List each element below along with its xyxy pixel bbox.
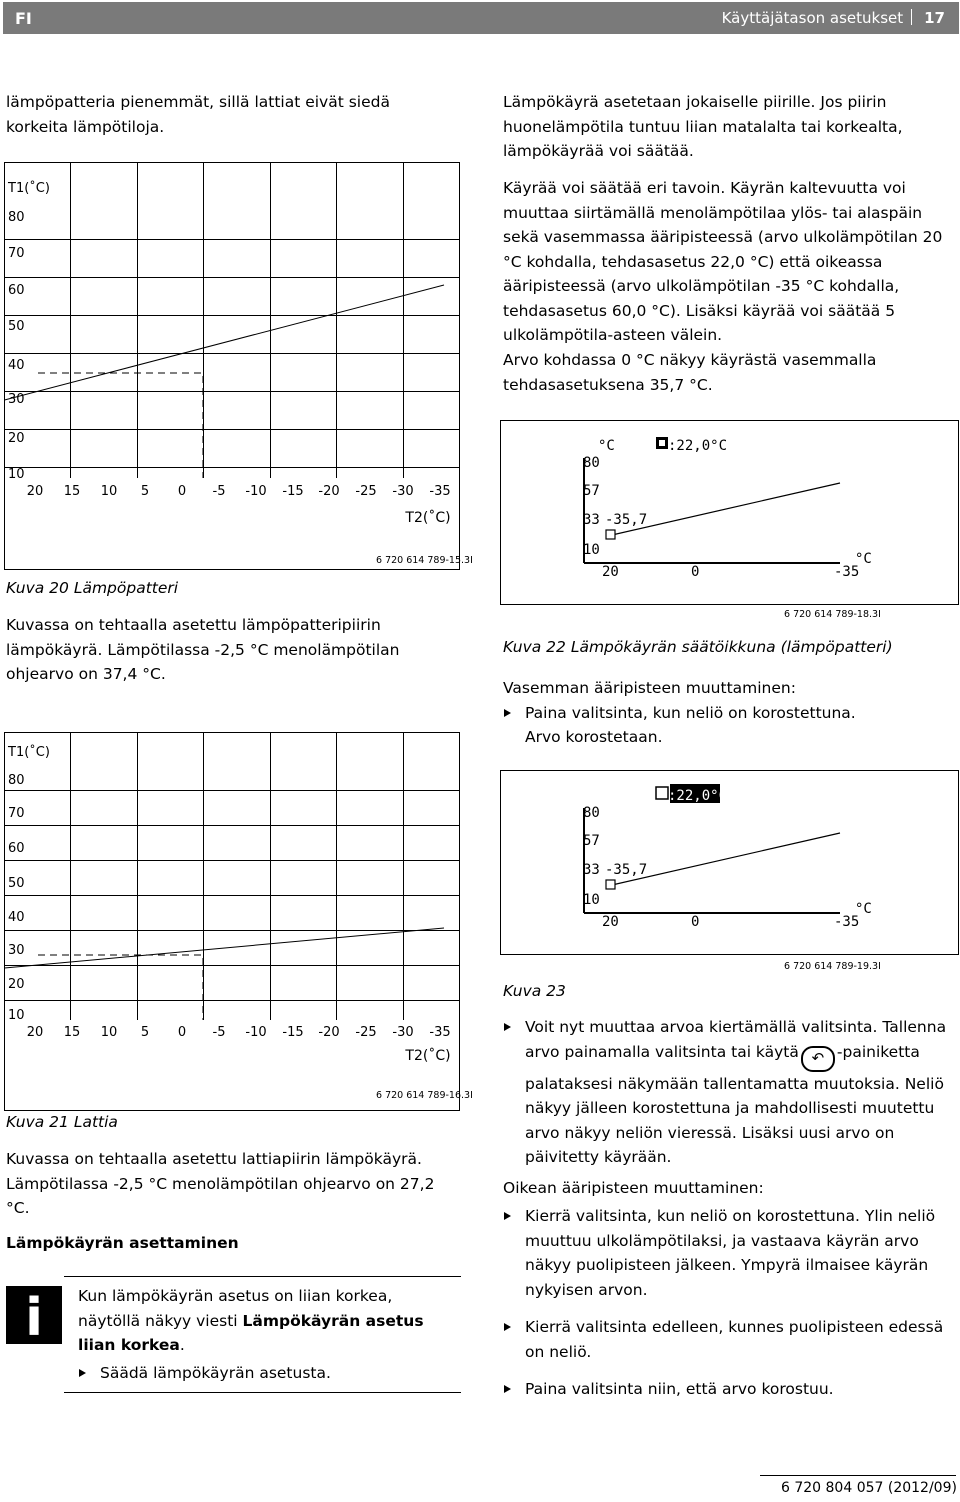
chart-frame (5, 733, 460, 1111)
language-code: FI (15, 9, 32, 28)
x-tick: 15 (63, 1025, 81, 1040)
step-bullet: Paina valitsinta, kun neliö on korostettuna. (503, 701, 943, 726)
y-tick: 80 (8, 773, 25, 788)
left-point-edit-label: Vasemman ääripisteen muuttaminen: (503, 679, 796, 697)
lcd-x-35: -35 (834, 914, 860, 930)
y-tick: 70 (8, 806, 25, 821)
step-bullet (503, 1015, 953, 1170)
y-axis-labels (7, 744, 50, 1023)
lcd-y-57: 57 (583, 833, 600, 849)
x-tick: 0 (177, 484, 187, 499)
y-tick: 10 (8, 467, 25, 482)
header-title-group (722, 9, 945, 27)
step-result: Arvo korostetaan. (525, 728, 663, 746)
info-icon (6, 1286, 62, 1344)
y-tick: 80 (8, 210, 25, 225)
x-tick: -10 (245, 1025, 267, 1040)
figure-22-caption: Kuva 22 Lämpökäyrän säätöikkuna (lämpöpatteri) (503, 638, 893, 656)
x-tick: -5 (212, 484, 226, 499)
note-text-before: Kun lämpökäyrän asetus on liian korkea, näytöllä näkyy viesti (78, 1287, 393, 1330)
lcd-curve-marker (606, 880, 615, 889)
lcd-y-33: 33 (583, 512, 600, 528)
y-tick: 30 (8, 392, 25, 407)
x-tick: 10 (100, 484, 118, 499)
x-tick: -20 (318, 484, 340, 499)
note-bullet-list (78, 1361, 448, 1386)
value-edit-steps (503, 1015, 953, 1170)
lcd-y-10: 10 (583, 892, 600, 908)
y-tick: 40 (8, 358, 25, 373)
figure-21-floor-chart (0, 730, 462, 1115)
lcd-y-33: 33 (583, 862, 600, 878)
lcd-x-unit: °C (855, 551, 872, 567)
step-bullet: Paina valitsinta niin, että arvo korostuu. (503, 1377, 953, 1402)
x-tick: -15 (282, 1025, 304, 1040)
y-axis-labels (7, 180, 50, 482)
curve-intro-paragraph: Lämpökäyrä asetetaan jokaiselle piirille. Jos piirin huonelämpötila tuntuu liian matalalta tai korkealta, lämpökäyrää voi säätää. (503, 93, 903, 160)
step-bullet: Kierrä valitsinta edelleen, kunnes puolipisteen edessä on neliö. (503, 1315, 953, 1364)
step-text-after: -painiketta palataksesi näkymään tallentamatta muutoksia. Neliö näkyy jälleen korostettuna ja mahdollisesti muutettu arvo näkyy neliön vieressä. Lisäksi uusi arvo on päivitetty käyrään. (525, 1042, 944, 1166)
figure-21-caption: Kuva 21 Lattia (6, 1113, 118, 1131)
figure-23-caption: Kuva 23 (503, 982, 566, 1000)
lcd-value: :22,0°C (668, 788, 728, 804)
x-tick: -35 (429, 1025, 451, 1040)
reference-dashed-line (38, 373, 203, 478)
y-tick: 60 (8, 283, 25, 298)
lcd-curve-line (612, 833, 840, 885)
x-tick: -10 (245, 484, 267, 499)
y-tick: 50 (8, 876, 25, 891)
y-axis-label: T1(˚C) (8, 745, 50, 760)
y-tick: 20 (8, 977, 25, 992)
y-tick: 10 (8, 1008, 25, 1023)
section-title: Käyttäjätason asetukset (721, 9, 904, 27)
curve-zero-point-paragraph: Arvo kohdassa 0 °C näkyy käyrästä vasemmalla tehdasasetuksena 35,7 °C. (503, 351, 877, 394)
lcd-x-20: 20 (602, 564, 619, 580)
x-axis-label: T2(˚C) (405, 1048, 451, 1064)
x-tick: 5 (140, 1025, 150, 1040)
footer-rule (760, 1475, 956, 1476)
x-tick: -35 (429, 484, 451, 499)
lcd-x-20: 20 (602, 914, 619, 930)
lcd-x-unit: °C (855, 901, 872, 917)
lcd-y-57: 57 (583, 483, 600, 499)
y-tick: 30 (8, 943, 25, 958)
right-point-edit-steps (503, 1204, 953, 1402)
y-tick: 40 (8, 910, 25, 925)
x-tick: 15 (63, 484, 81, 499)
note-text-bold: Lämpökäyrän asetus liian korkea (78, 1311, 424, 1354)
figure-20-caption: Kuva 20 Lämpöpatteri (6, 579, 179, 597)
lcd-y-80: 80 (583, 805, 600, 821)
lcd-y-80: 80 (583, 455, 600, 471)
chart-frame (5, 163, 460, 570)
figure-22-lcd-screen (500, 420, 960, 606)
x-tick: -25 (355, 1025, 377, 1040)
note-top-rule (64, 1276, 461, 1277)
x-tick: -30 (392, 1025, 414, 1040)
x-tick: 0 (177, 1025, 187, 1040)
x-tick: -5 (212, 1025, 226, 1040)
lcd-x-0: 0 (691, 564, 700, 580)
lcd-value: :22,0°C (668, 438, 728, 454)
x-tick: 10 (100, 1025, 118, 1040)
lcd-curve-line (612, 483, 840, 535)
back-button-icon: ↶ (801, 1046, 835, 1072)
document-code: 6 720 804 057 (2012/09) (781, 1480, 957, 1496)
lcd-selection-square-icon (656, 787, 668, 799)
figure-21-ref: 6 720 614 789-16.3I (376, 1090, 473, 1101)
left-point-edit-steps (503, 701, 943, 726)
page-header (3, 2, 959, 34)
y-tick: 20 (8, 431, 25, 446)
figure-22-ref: 6 720 614 789-18.3I (784, 609, 881, 620)
lcd-current-value: -35,7 (605, 512, 648, 528)
note-bullet: Säädä lämpökäyrän asetusta. (78, 1361, 448, 1386)
x-tick: 20 (26, 1025, 44, 1040)
figure-23-ref: 6 720 614 789-19.3I (784, 961, 881, 972)
figure-21-description: Kuvassa on tehtaalla asetettu lattiapiirin lämpökäyrä. Lämpötilassa -2,5 °C menolämpötilan ohjearvo on 27,2 °C. (6, 1150, 435, 1217)
step-bullet: Kierrä valitsinta, kun neliö on korostettuna. Ylin neliö muuttuu ulkolämpötilaksi, ja vastaava käyrän arvo näkyy puolipisteen jälkeen. Ympyrä ilmaisee käyrän nykyisen arvon. (503, 1204, 953, 1302)
note-bottom-rule (64, 1392, 461, 1393)
page-number: 17 (924, 9, 945, 27)
y-tick: 50 (8, 319, 25, 334)
x-axis-labels (27, 484, 451, 499)
lcd-x-0: 0 (691, 914, 700, 930)
lcd-curve-marker (606, 530, 615, 539)
right-point-edit-label: Oikean ääripisteen muuttaminen: (503, 1179, 764, 1197)
figure-23-lcd-screen (500, 770, 960, 956)
intro-paragraph: lämpöpatteria pienemmät, sillä lattiat eivät siedä korkeita lämpötiloja. (6, 93, 390, 136)
x-tick: 20 (26, 484, 44, 499)
info-icon-letter: i (25, 1288, 43, 1344)
x-axis-labels (27, 1025, 451, 1040)
y-tick: 60 (8, 841, 25, 856)
lcd-selection-square-inner (659, 440, 665, 446)
note-text (78, 1284, 438, 1358)
step-text-before: Voit nyt muuttaa arvoa kiertämällä valitsinta. Tallenna arvo painamalla valitsinta tai käytä (525, 1018, 947, 1061)
header-separator (911, 9, 912, 25)
lcd-frame (501, 421, 959, 605)
figure-20-radiator-chart (0, 160, 462, 575)
figure-20-ref: 6 720 614 789-15.3I (376, 555, 473, 566)
x-tick: -25 (355, 484, 377, 499)
x-tick: -15 (282, 484, 304, 499)
lcd-frame (501, 771, 959, 955)
x-tick: -30 (392, 484, 414, 499)
x-tick: 5 (140, 484, 150, 499)
lcd-y-10: 10 (583, 542, 600, 558)
reference-dashed-line (38, 955, 203, 1020)
chart-grid (5, 733, 460, 1111)
y-tick: 70 (8, 246, 25, 261)
x-axis-label: T2(˚C) (405, 510, 451, 526)
figure-20-description: Kuvassa on tehtaalla asetettu lämpöpatteripiirin lämpökäyrä. Lämpötilassa -2,5 °C menolämpötilan ohjearvo on 37,4 °C. (6, 616, 400, 683)
note-text-after: . (179, 1336, 185, 1354)
section-heading: Lämpökäyrän asettaminen (6, 1234, 239, 1252)
y-axis-label: T1(˚C) (8, 181, 50, 196)
lcd-current-value: -35,7 (605, 862, 648, 878)
curve-adjustment-paragraph: Käyrää voi säätää eri tavoin. Käyrän kaltevuutta voi muuttaa siirtämällä menolämpötilaa ylös- tai alaspäin sekä vasemmassa ääripisteessä (arvo ulkolämpötilan 20 °C kohdalla, tehdasasetus 22,0 °C) että oikeassa ääripisteessä (arvo ulkolämpötilan -35 °C kohdalla, tehdasasetus 60,0 °C). Lisäksi käyrää voi säätää 5 ulkolämpötila-asteen välein. (503, 179, 943, 344)
lcd-x-35: -35 (834, 564, 860, 580)
chart-grid (5, 163, 460, 570)
x-tick: -20 (318, 1025, 340, 1040)
lcd-unit: °C (598, 438, 615, 454)
